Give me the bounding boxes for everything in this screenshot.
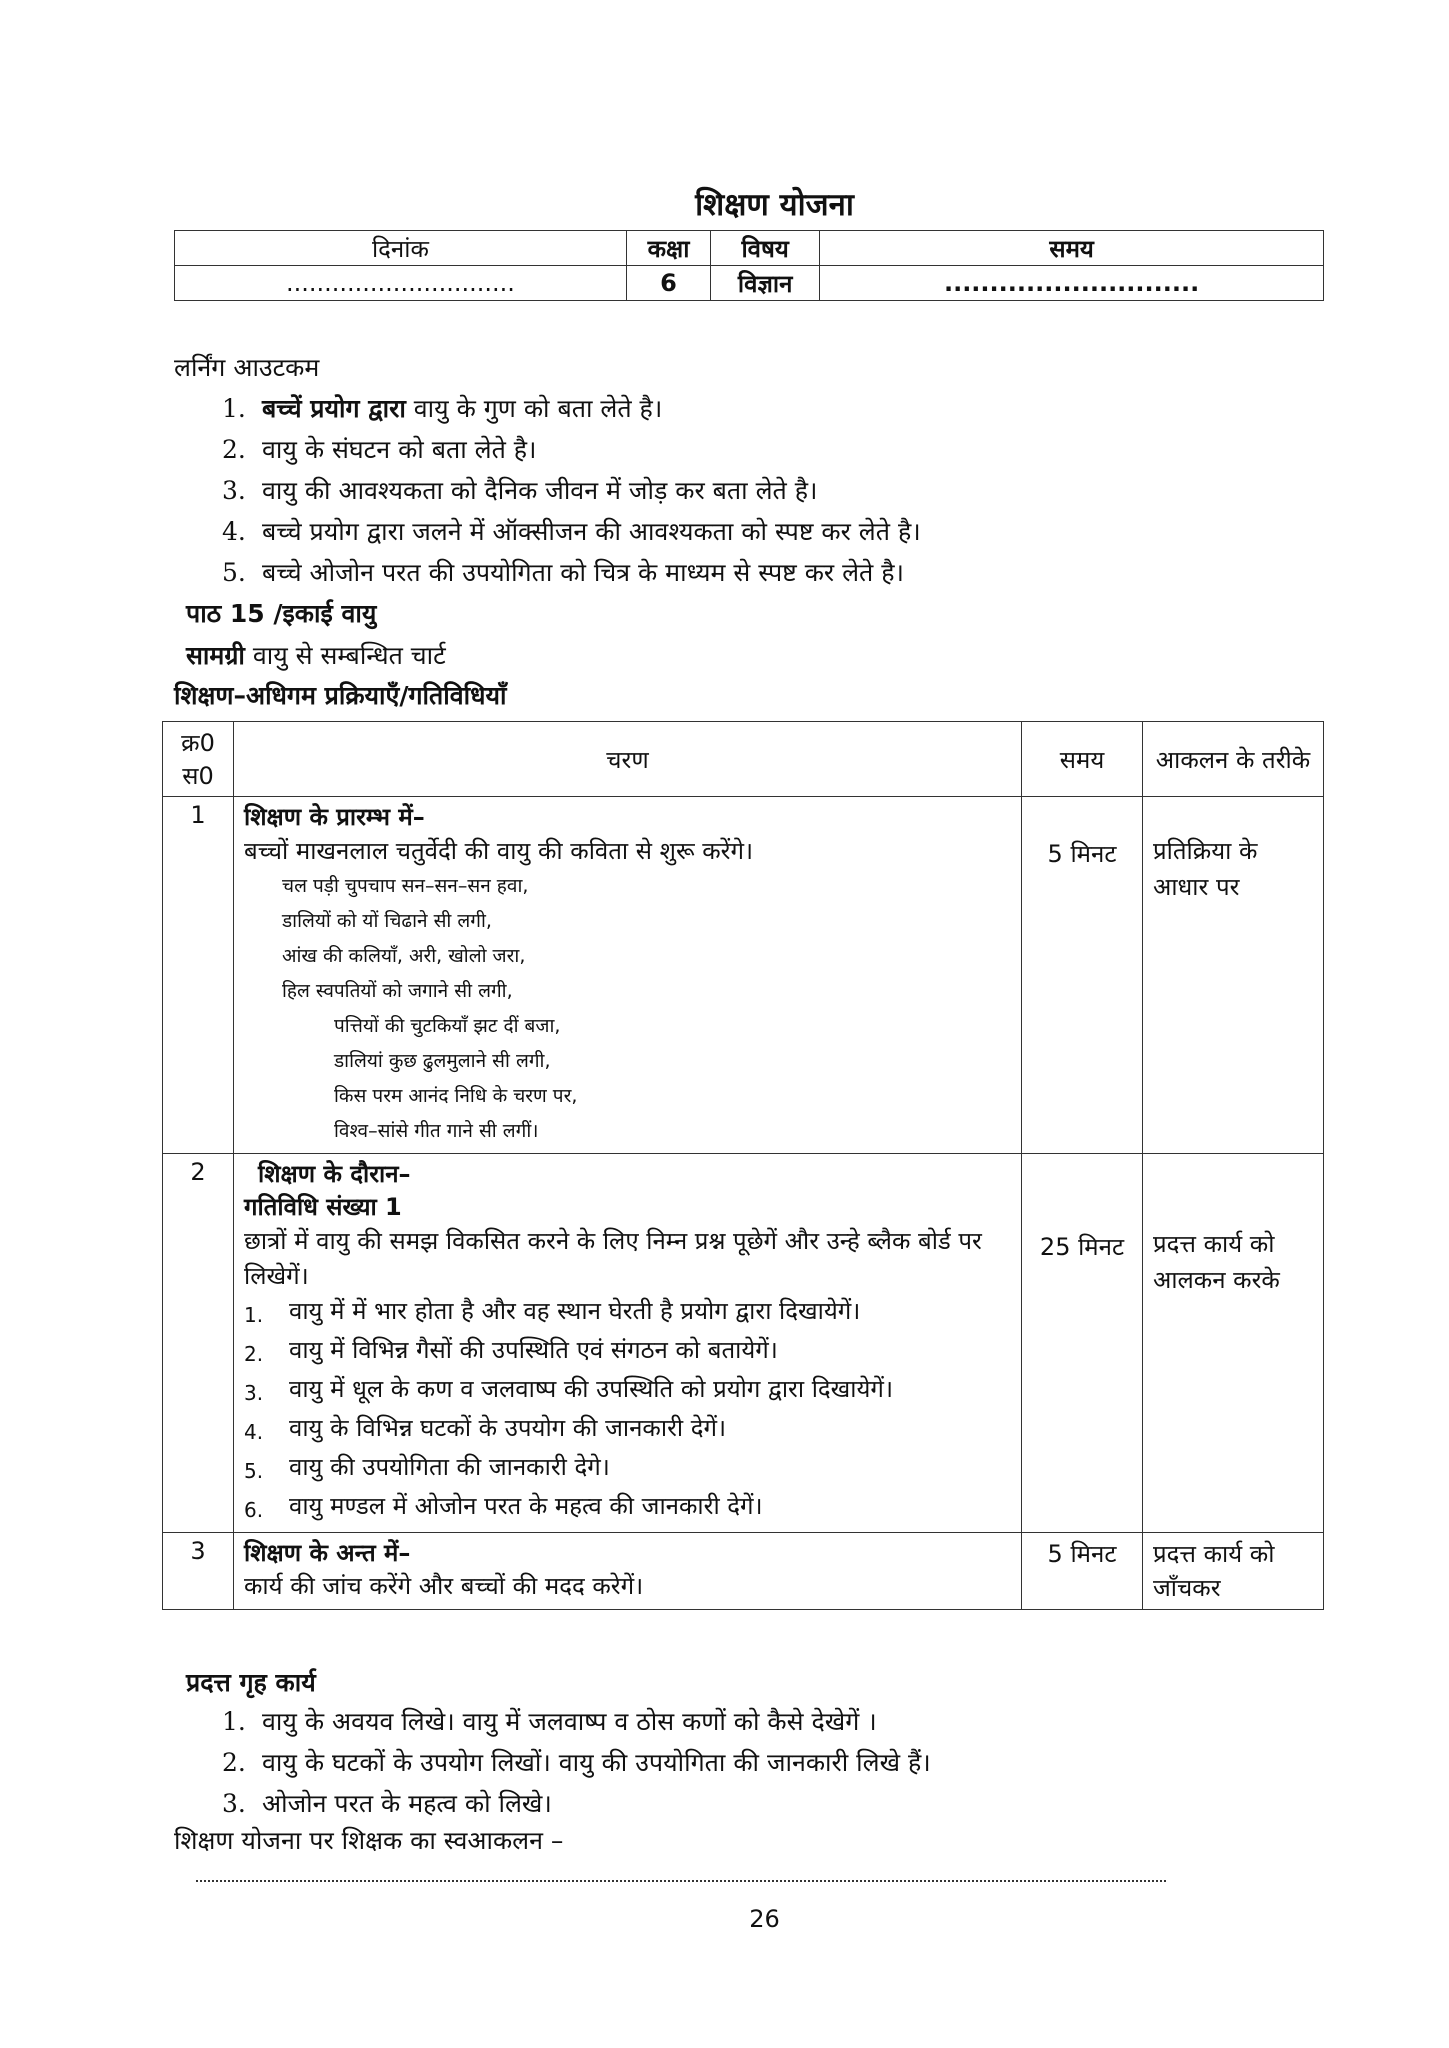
list-item: 6. वायु मण्डल में ओजोन परत के महत्व की जानकारी देगें। <box>244 1492 763 1522</box>
list-item: 4. बच्चे प्रयोग द्वारा जलने में ऑक्सीजन की आवश्यकता को स्पष्ट कर लेते है। <box>222 517 921 546</box>
page-number: 26 <box>749 1905 780 1933</box>
table-row: 3 शिक्षण के अन्त में– कार्य की जांच करेंगे और बच्चों की मदद करेगें। 5 मिनट प्रदत्त कार्य को जाँचकर <box>163 1533 1324 1610</box>
list-item: 2. वायु के घटकों के उपयोग लिखों। वायु की उपयोगिता की जानकारी लिखे हैं। <box>222 1748 931 1777</box>
col-serial: क्र0 स0 <box>163 722 234 797</box>
activity-steps <box>244 1294 1011 1528</box>
list-item: 1. वायु के अवयव लिखे। वायु में जलवाष्प व ठोस कणों को कैसे देखेगें । <box>222 1707 877 1736</box>
value-time: ............................ <box>820 266 1324 301</box>
page-title: शिक्षण योजना <box>695 187 854 223</box>
list-item: 3. वायु में धूल के कण व जलवाष्प की उपस्थिति को प्रयोग द्वारा दिखायेगें। <box>244 1375 894 1405</box>
value-date: .............................. <box>175 266 627 301</box>
list-item: 1. वायु में में भार होता है और वह स्थान घेरती है प्रयोग द्वारा दिखायेगें। <box>244 1297 861 1327</box>
header-time: समय <box>820 231 1324 266</box>
value-class: 6 <box>626 266 710 301</box>
material-line: सामग्री वायु से सम्बन्धित चार्ट <box>186 641 446 670</box>
homework-heading: प्रदत्त गृह कार्य <box>186 1668 316 1697</box>
value-subject: विज्ञान <box>711 266 820 301</box>
header-subject: विषय <box>711 231 820 266</box>
dotted-answer-line <box>196 1880 1166 1882</box>
header-date: दिनांक <box>175 231 627 266</box>
homework-list <box>222 1701 931 1824</box>
poem: चल पड़ी चुपचाप सन–सन–सन हवा, डालियों को यों चिढाने सी लगी, आंख की कलियाँ, अरी, खोलो जरा, हिल स्वपतियों को जगाने सी लगी, पत्तियों की चुटकियाँ झट दीं बजा, डालियां कुछ ढुलमुलाने सी लगी, किस परम आनंद निधि के चरण पर, विश्व–सांसे गीत गाने सी लगीं। <box>282 875 578 1142</box>
list-item: 3. वायु की आवश्यकता को दैनिक जीवन में जोड़ कर बता लेते है। <box>222 476 818 505</box>
learning-outcomes-heading: लर्निंग आउटकम <box>174 353 320 382</box>
activities-table <box>162 721 1324 1610</box>
lesson-title: पाठ 15 /इकाई वायु <box>186 599 377 628</box>
table-row: 2 शिक्षण के दौरान– गतिविधि संख्या 1 छात्रों में वायु की समझ विकसित करने के लिए निम्न प्रश्न पूछेगें और उन्हे ब्लैक बोर्ड पर लिखेगें। 1. वायु में में भार होता है और वह स्थान घेरती है प्रयोग द्वारा दिखायेगें। 2. वायु में विभिन्न गैसों की उपस्थिति एवं संगठन को बतायेगें। 3. वायु में धूल के कण व जलवाष्प की उपस्थिति को प्रयोग द्वारा दिखायेगें। 4. वायु के विभिन्न घटकों के उपयोग की जानकारी देगें। 5. वायु की उपयोगिता की जानकारी देगे। 6. वायु मण्डल में ओजोन परत के महत्व की जानकारी देगें। 25 मिनट प्रदत्त कार्य को आलकन करके <box>163 1154 1324 1533</box>
info-table <box>174 230 1324 301</box>
list-item: 2. वायु में विभिन्न गैसों की उपस्थिति एवं संगठन को बतायेगें। <box>244 1336 778 1366</box>
list-item: 1. बच्चें प्रयोग द्वारा वायु के गुण को बता लेते है। <box>222 394 663 423</box>
list-item: 3. ओजोन परत के महत्व को लिखे। <box>222 1789 552 1818</box>
list-item: 2. वायु के संघटन को बता लेते है। <box>222 435 537 464</box>
col-step: चरण <box>234 722 1022 797</box>
col-eval: आकलन के तरीके <box>1143 722 1324 797</box>
learning-outcomes-list <box>222 388 921 593</box>
col-time: समय <box>1022 722 1143 797</box>
list-item: 4. वायु के विभिन्न घटकों के उपयोग की जानकारी देगें। <box>244 1414 727 1444</box>
header-class: कक्षा <box>626 231 710 266</box>
list-item: 5. वायु की उपयोगिता की जानकारी देगे। <box>244 1453 610 1483</box>
table-row: 1 शिक्षण के प्रारम्भ में– बच्चों माखनलाल चतुर्वेदी की वायु की कविता से शुरू करेंगे। चल पड़ी चुपचाप सन–सन–सन हवा, डालियों को यों चिढाने सी लगी, आंख की कलियाँ, अरी, खोलो जरा, हिल स्वपतियों को जगाने सी लगी, पत्तियों की चुटकियाँ झट दीं बजा, डालियां कुछ ढुलमुलाने सी लगी, किस परम आनंद निधि के चरण पर, विश्व–सांसे गीत गाने सी लगीं। 5 मिनट प्रतिक्रिया के आधार पर <box>163 797 1324 1154</box>
list-item: 5. बच्चे ओजोन परत की उपयोगिता को चित्र के माध्यम से स्पष्ट कर लेते है। <box>222 558 904 587</box>
self-assessment-label: शिक्षण योजना पर शिक्षक का स्वआकलन – <box>174 1826 564 1855</box>
activities-heading: शिक्षण–अधिगम प्रक्रियाएँ/गतिविधियाँ <box>174 681 507 710</box>
